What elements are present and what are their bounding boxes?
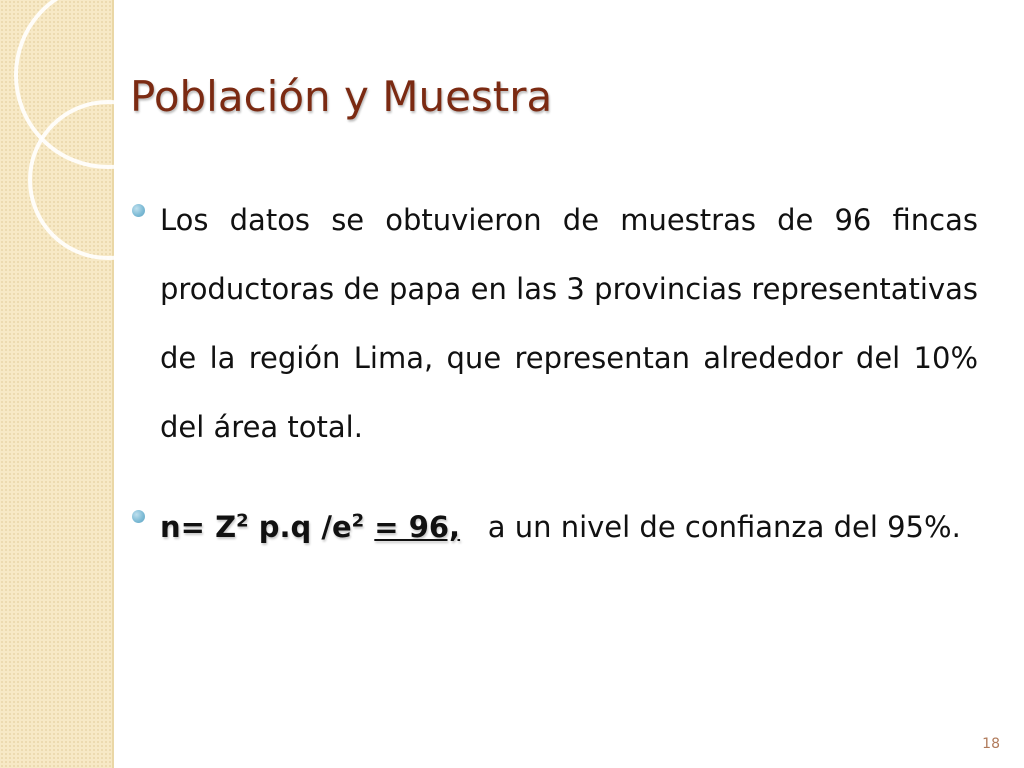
formula-z: Z: [215, 510, 237, 544]
sample-size-formula: [160, 510, 460, 544]
formula-n: n=: [160, 510, 205, 544]
bullet-list: [130, 186, 978, 572]
formula-e-exponent: 2: [351, 510, 365, 532]
formula-pq: p.q: [258, 510, 312, 544]
bullet-item-sample-formula: [130, 482, 978, 572]
formula-z-exponent: 2: [236, 510, 249, 532]
confidence-level-text: a un nivel de confianza del 95%.: [487, 510, 961, 544]
formula-e: /e: [321, 510, 352, 544]
bullet-dot-icon: [132, 510, 145, 523]
bullet-text: Los datos se obtuvieron de muestras de 96 fincas productoras de papa en las 3 provincias representativas de la región Lima, que representan alrededor del 10% del área total.: [160, 203, 978, 444]
bullet-item-data-source: [130, 186, 978, 462]
formula-result: = 96,: [374, 510, 461, 544]
page-number: 18: [982, 736, 1000, 752]
bullet-dot-icon: [132, 204, 145, 217]
slide-title: Población y Muestra: [130, 72, 553, 121]
